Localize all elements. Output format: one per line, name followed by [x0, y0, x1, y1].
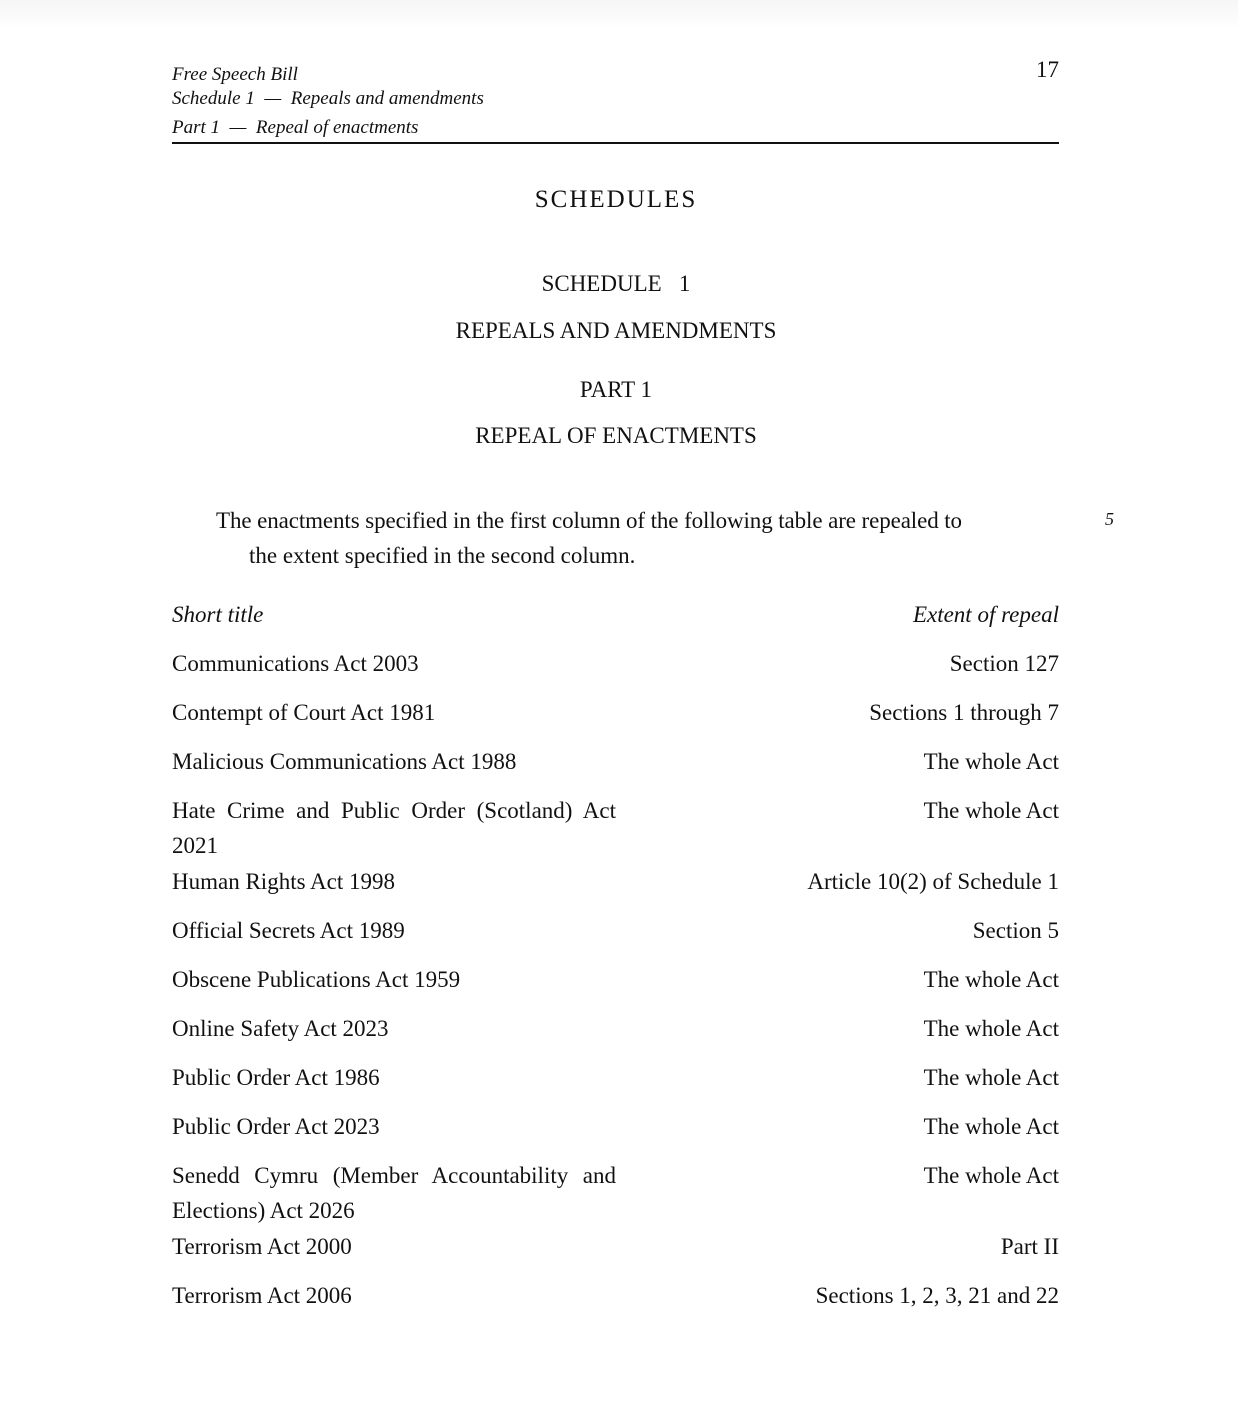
row-short-title: Contempt of Court Act 1981 — [172, 700, 436, 725]
table-row — [172, 1278, 1059, 1313]
table-row — [172, 913, 1059, 948]
part-title-heading: REPEAL OF ENACTMENTS — [475, 423, 757, 448]
row-extent: The whole Act — [923, 798, 1059, 823]
row-short-title: Hate Crime and Public Order (Scotland) Act 2021 — [172, 798, 616, 858]
row-extent: Sections 1 through 7 — [869, 700, 1059, 725]
row-short-title: Terrorism Act 2006 — [172, 1283, 352, 1308]
schedules-heading: SCHEDULES — [534, 186, 698, 213]
table-row — [172, 695, 1059, 730]
table-row — [172, 793, 1059, 863]
row-extent: The whole Act — [923, 749, 1059, 774]
row-short-title: Public Order Act 2023 — [172, 1114, 380, 1139]
row-extent: Section 127 — [949, 651, 1059, 676]
table-row — [172, 1060, 1059, 1095]
header-short-title: Short title — [172, 602, 264, 627]
row-extent: Section 5 — [972, 918, 1059, 943]
intro-line-2: the extent specified in the second column. — [249, 543, 636, 568]
running-head-schedule: Schedule 1 — Repeals and amendments — [172, 88, 484, 109]
table-row — [172, 646, 1059, 681]
table-header-row — [172, 597, 1059, 632]
row-short-title: Official Secrets Act 1989 — [172, 918, 405, 943]
row-extent: Article 10(2) of Schedule 1 — [807, 869, 1059, 894]
margin-line-number: 5 — [1105, 509, 1114, 529]
row-extent: The whole Act — [923, 1163, 1059, 1188]
part-heading: PART 1 — [579, 377, 653, 402]
running-head — [172, 62, 1059, 141]
table-row — [172, 1229, 1059, 1264]
intro-paragraph — [216, 503, 1059, 573]
row-short-title: Malicious Communications Act 1988 — [172, 749, 517, 774]
row-extent: The whole Act — [923, 967, 1059, 992]
table-row — [172, 1011, 1059, 1046]
row-extent: Part II — [1000, 1234, 1059, 1259]
header-extent-of-repeal: Extent of repeal — [912, 602, 1059, 627]
row-short-title: Terrorism Act 2000 — [172, 1234, 352, 1259]
row-short-title: Obscene Publications Act 1959 — [172, 967, 461, 992]
row-short-title: Senedd Cymru (Member Accountability and Elections) Act 2026 — [172, 1163, 616, 1223]
row-extent: The whole Act — [923, 1065, 1059, 1090]
table-row — [172, 962, 1059, 997]
running-head-bill-title: Free Speech Bill — [172, 64, 298, 85]
table-row — [172, 1109, 1059, 1144]
schedule-number-heading: SCHEDULE 1 — [541, 271, 691, 296]
table-row — [172, 744, 1059, 779]
intro-line-1: The enactments specified in the first column of the following table are repealed to — [216, 508, 962, 533]
table-row — [172, 1158, 1059, 1228]
page-top-shadow — [0, 0, 1238, 30]
row-short-title: Public Order Act 1986 — [172, 1065, 380, 1090]
row-extent: The whole Act — [923, 1114, 1059, 1139]
repeals-table — [172, 597, 1059, 1313]
row-short-title: Communications Act 2003 — [172, 651, 419, 676]
schedule-title-heading: REPEALS AND AMENDMENTS — [455, 318, 777, 343]
header-rule — [172, 142, 1059, 144]
row-extent: The whole Act — [923, 1016, 1059, 1041]
row-short-title: Online Safety Act 2023 — [172, 1016, 389, 1041]
row-short-title: Human Rights Act 1998 — [172, 869, 395, 894]
running-head-part: Part 1 — Repeal of enactments — [172, 117, 419, 138]
table-row — [172, 864, 1059, 899]
page-number: 17 — [1036, 57, 1059, 82]
row-extent: Sections 1, 2, 3, 21 and 22 — [815, 1283, 1059, 1308]
